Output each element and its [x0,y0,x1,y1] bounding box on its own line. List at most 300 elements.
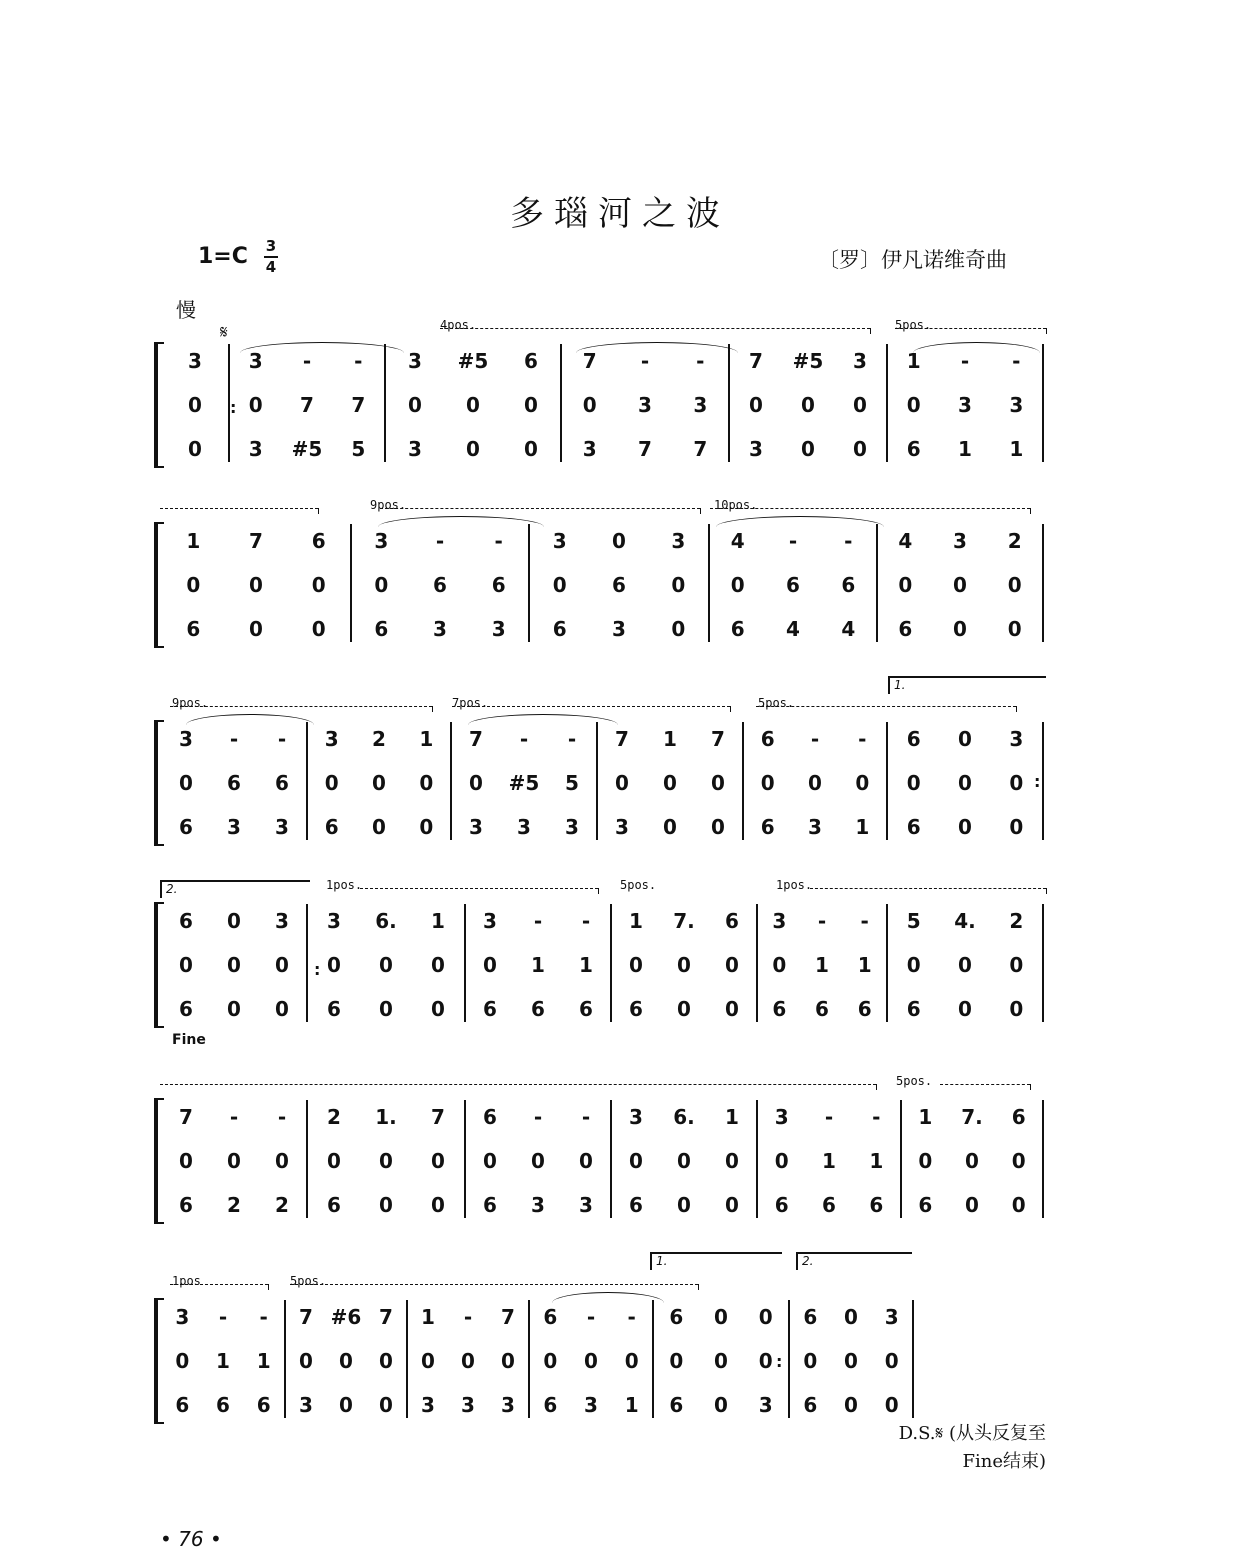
note: 7 [582,349,597,373]
note: 0 [483,953,497,977]
note: 3 [483,909,497,933]
note: 6 [803,1305,818,1329]
position-marker: 5pos. [758,696,795,710]
note: 0 [669,1349,684,1373]
note: 7 [300,393,314,417]
barline [1042,904,1044,1022]
slur-curve [576,342,738,353]
note: 6 [374,617,389,641]
note: 3 [327,909,341,933]
barline [464,1100,466,1218]
note: 6 [906,997,921,1021]
note: 7. [961,1105,983,1129]
note: 6 [815,997,829,1021]
barline [756,904,758,1022]
note: 0 [953,573,967,597]
note: 7 [638,437,652,461]
barline [1042,722,1044,840]
note: 0 [898,573,913,597]
note: 0 [958,997,972,1021]
note: 6 [524,349,538,373]
note: - [696,349,705,373]
note: 0 [275,997,289,1021]
barline [1042,524,1044,642]
note: 0 [663,815,677,839]
note: 6 [531,997,545,1021]
position-dash-line [160,508,318,509]
note: 3 [374,529,389,553]
note: 2 [1009,909,1024,933]
note: - [1012,349,1021,373]
barline [886,904,888,1022]
note: 7 [749,349,763,373]
note: 3 [299,1393,313,1417]
note: 1 [1009,437,1024,461]
position-marker: 9pos. [370,498,407,512]
note: 0 [1007,617,1022,641]
note: 6 [760,727,775,751]
note: 0 [1009,997,1024,1021]
position-dash-tick [318,508,319,514]
note: 3 [958,393,972,417]
note: 0 [188,393,202,417]
note: 0 [758,1349,773,1373]
note: 0 [725,997,739,1021]
note: 6 [772,997,787,1021]
note: - [218,1305,228,1329]
note: 0 [227,997,241,1021]
key-signature: 1=C [198,244,248,269]
note: 0 [844,1349,858,1373]
note: 0 [714,1393,728,1417]
note: 3 [884,1305,899,1329]
note: 0 [179,953,193,977]
note: 6 [629,1193,643,1217]
note: 0 [324,771,339,795]
note: 1 [629,909,643,933]
note: 0 [249,617,263,641]
note: 4 [786,617,800,641]
note: 3 [749,437,763,461]
barline [306,1100,308,1218]
note: 0 [749,393,763,417]
note: - [277,1105,287,1129]
note: 3 [579,1193,593,1217]
note: 3 [953,529,967,553]
note: 1 [186,529,201,553]
note: - [586,1305,596,1329]
note: 6 [869,1193,884,1217]
note: 1 [869,1149,884,1173]
barline [610,904,612,1022]
note: 0 [419,771,434,795]
note: 3 [582,437,597,461]
note: 0 [677,1193,691,1217]
barline [464,904,466,1022]
note: 6 [179,815,193,839]
note: 6 [327,997,341,1021]
note: 6 [822,1193,836,1217]
note: 0 [524,393,538,417]
note: 6 [1011,1105,1026,1129]
note: 6 [179,909,193,933]
note: 0 [774,1149,789,1173]
note: 0 [803,1349,818,1373]
position-dash-tick [870,328,871,334]
note: 0 [311,617,326,641]
barline [610,1100,612,1218]
note: 0 [711,815,725,839]
note: 0 [714,1349,728,1373]
note: 2 [275,1193,289,1217]
system-bracket [154,522,164,648]
note: 3 [615,815,629,839]
note: 6 [906,727,921,751]
system-bracket [154,720,164,846]
note: 0 [629,1149,643,1173]
note: 3 [248,437,263,461]
note: 0 [884,1393,899,1417]
note: 2 [327,1105,341,1129]
note: 0 [374,573,389,597]
note: 0 [227,1149,241,1173]
note: 6 [612,573,626,597]
slur-curve [552,1292,664,1303]
note: 0 [612,529,626,553]
note: 6. [673,1105,695,1129]
note: 6 [483,1105,497,1129]
note: 0 [663,771,677,795]
note: 0 [758,1305,773,1329]
volta-bracket: 2. [160,880,310,898]
note: 0 [671,573,686,597]
note: 3 [179,727,193,751]
barline [900,1100,902,1218]
note: 0 [179,1149,193,1173]
barline [528,524,530,642]
note: - [640,349,650,373]
note: - [858,727,867,751]
note: 6 [760,815,775,839]
note: 3 [774,1105,789,1129]
note: 0 [248,393,263,417]
barline [912,1300,914,1418]
note: - [435,529,445,553]
note: 6 [579,997,593,1021]
position-marker: 9pos. [172,696,209,710]
repeat-dots: : [776,1352,783,1371]
barline [788,1300,790,1418]
system-bracket [154,902,164,1028]
note: 1 [431,909,445,933]
note: 0 [844,1305,858,1329]
note: 0 [760,771,775,795]
barline [384,344,386,462]
note: 0 [1009,771,1024,795]
note: 0 [543,1349,558,1373]
note: 3 [671,529,686,553]
note: 1 [857,953,872,977]
note: 0 [379,1149,393,1173]
position-dash-line [440,328,870,329]
note: 6 [918,1193,933,1217]
note: 0 [725,1193,739,1217]
note: 1 [822,1149,836,1173]
barline [756,1100,758,1218]
note: 3 [758,1393,773,1417]
note: 1 [531,953,545,977]
position-dash-tick [876,1084,877,1090]
volta-bracket: 1. [888,676,1046,694]
note: 0 [461,1349,475,1373]
note: 0 [419,815,434,839]
position-dash-line [940,1084,1030,1085]
note: - [788,529,798,553]
note: 3 [531,1193,545,1217]
note: - [259,1305,268,1329]
note: 0 [884,1349,899,1373]
note: 1 [855,815,870,839]
note: 0 [711,771,725,795]
position-dash-tick [698,1284,699,1290]
note: 6 [483,997,497,1021]
note: - [581,1105,591,1129]
note: 7 [249,529,263,553]
note: 0 [379,997,393,1021]
note: 6 [898,617,913,641]
note: - [872,1105,881,1129]
note: 0 [483,1149,497,1173]
note: 0 [186,573,201,597]
note: 0 [906,953,921,977]
note: 2 [372,727,386,751]
note: #5 [457,349,489,373]
note: 0 [227,953,241,977]
note: - [824,1105,834,1129]
position-marker: 5pos. [895,318,932,332]
note: 0 [624,1349,639,1373]
note: 0 [677,953,691,977]
note: 0 [466,437,480,461]
note: 6 [179,997,193,1021]
note: 1 [256,1349,271,1373]
note: 3 [565,815,579,839]
barline [1042,344,1044,462]
note: 0 [469,771,483,795]
slur-curve [186,714,314,725]
note: - [463,1305,473,1329]
note: 3 [552,529,567,553]
note: 6 [803,1393,818,1417]
note: 4 [898,529,913,553]
repeat-dots: : [1034,772,1041,791]
note: 3 [517,815,531,839]
note: 3 [188,349,202,373]
note: 0 [1007,573,1022,597]
note: #6 [330,1305,362,1329]
note: 0 [725,1149,739,1173]
note: 3 [275,909,289,933]
note: 6 [906,815,921,839]
note: 0 [958,815,972,839]
position-marker: 5pos. [620,878,657,892]
note: 0 [552,573,567,597]
composer: 〔罗〕伊凡诺维奇曲 [818,248,1007,272]
barline [742,722,744,840]
position-dash-line [360,888,598,889]
note: 1 [725,1105,739,1129]
position-dash-tick [1016,706,1017,712]
position-dash-tick [730,706,731,712]
note: 0 [524,437,538,461]
note: 7 [615,727,629,751]
note: 0 [1009,953,1024,977]
system-bracket [154,1298,164,1424]
note: 1 [624,1393,639,1417]
note: 0 [615,771,629,795]
note: 0 [629,953,643,977]
note: 7 [431,1105,445,1129]
barline [528,1300,530,1418]
note: - [844,529,853,553]
note: 0 [844,1393,858,1417]
note: 6 [730,617,745,641]
note: 6 [227,771,241,795]
note: 6 [786,573,800,597]
slur-curve [716,516,884,527]
note: #5 [792,349,824,373]
note: 3 [584,1393,598,1417]
segno-sign: 𝄋 [220,322,228,343]
barline [284,1300,286,1418]
position-dash-tick [700,508,701,514]
note: 0 [906,393,921,417]
barline [886,344,888,462]
note: 1 [663,727,677,751]
note: 0 [327,1149,341,1173]
note: 6 [841,573,856,597]
note: 0 [249,573,263,597]
barline [886,722,888,840]
note: - [627,1305,636,1329]
position-dash-line [160,1084,876,1085]
note: 3 [629,1105,643,1129]
note: 6 [327,1193,341,1217]
note: #5 [508,771,540,795]
note: 0 [853,393,867,417]
note: 6 [275,771,289,795]
note: 2 [1007,529,1022,553]
note: 3 [248,349,263,373]
note: 7. [673,909,695,933]
note: 0 [677,1149,691,1173]
note: 3 [469,815,483,839]
page-number: • 76 • [160,1527,222,1551]
note: - [860,909,869,933]
barline [1042,1100,1044,1218]
note: 0 [431,1193,445,1217]
note: 7 [351,393,366,417]
note: 0 [275,1149,289,1173]
barline [876,524,878,642]
barline [350,524,352,642]
note: 0 [421,1349,435,1373]
note: 6 [483,1193,497,1217]
note: 0 [501,1349,515,1373]
note: 2 [227,1193,241,1217]
note: 0 [725,953,739,977]
note: 6 [543,1393,558,1417]
note: 6. [375,909,397,933]
note: 0 [677,997,691,1021]
note: 3 [491,617,506,641]
note: 3 [461,1393,475,1417]
note: 0 [327,953,341,977]
note: 0 [965,1149,979,1173]
note: 3 [501,1393,515,1417]
position-dash-tick [1030,508,1031,514]
note: 6 [179,1193,193,1217]
note: 1 [216,1349,230,1373]
volta-bracket: 1. [650,1252,782,1270]
note: 3 [408,349,422,373]
note: 0 [582,393,597,417]
position-marker: 1pos. [326,878,363,892]
note: 3 [433,617,447,641]
slur-curve [913,342,1040,353]
position-dash-tick [1046,888,1047,894]
note: - [302,349,312,373]
note: - [277,727,287,751]
barline [306,722,308,840]
note: - [229,1105,239,1129]
note: - [533,1105,543,1129]
note: 6 [774,1193,789,1217]
slur-curve [240,342,404,353]
note: 7 [379,1305,393,1329]
position-marker: 5pos. [896,1074,933,1088]
note: 3 [808,815,822,839]
system-bracket [154,342,164,468]
note: 0 [175,1349,190,1373]
note: 0 [801,393,815,417]
note: 0 [579,1149,593,1173]
note: 3 [612,617,626,641]
note: 3 [227,815,241,839]
note: 1 [421,1305,435,1329]
system-bracket [154,1098,164,1224]
note: 5 [906,909,921,933]
note: 3 [853,349,867,373]
note: 3 [408,437,422,461]
note: 6 [311,529,326,553]
note: 7 [179,1105,193,1129]
note: 5 [565,771,579,795]
note: 6 [175,1393,190,1417]
position-marker: 4pos. [440,318,477,332]
note: 0 [855,771,870,795]
note: - [960,349,970,373]
note: 6 [857,997,872,1021]
note: 6 [669,1305,684,1329]
note: 6 [725,909,739,933]
time-signature-top: 3 [265,237,277,255]
note: 0 [671,617,686,641]
note: 3 [693,393,708,417]
ds-instruction [820,1420,1046,1476]
barline [708,524,710,642]
note: 3 [1009,727,1024,751]
